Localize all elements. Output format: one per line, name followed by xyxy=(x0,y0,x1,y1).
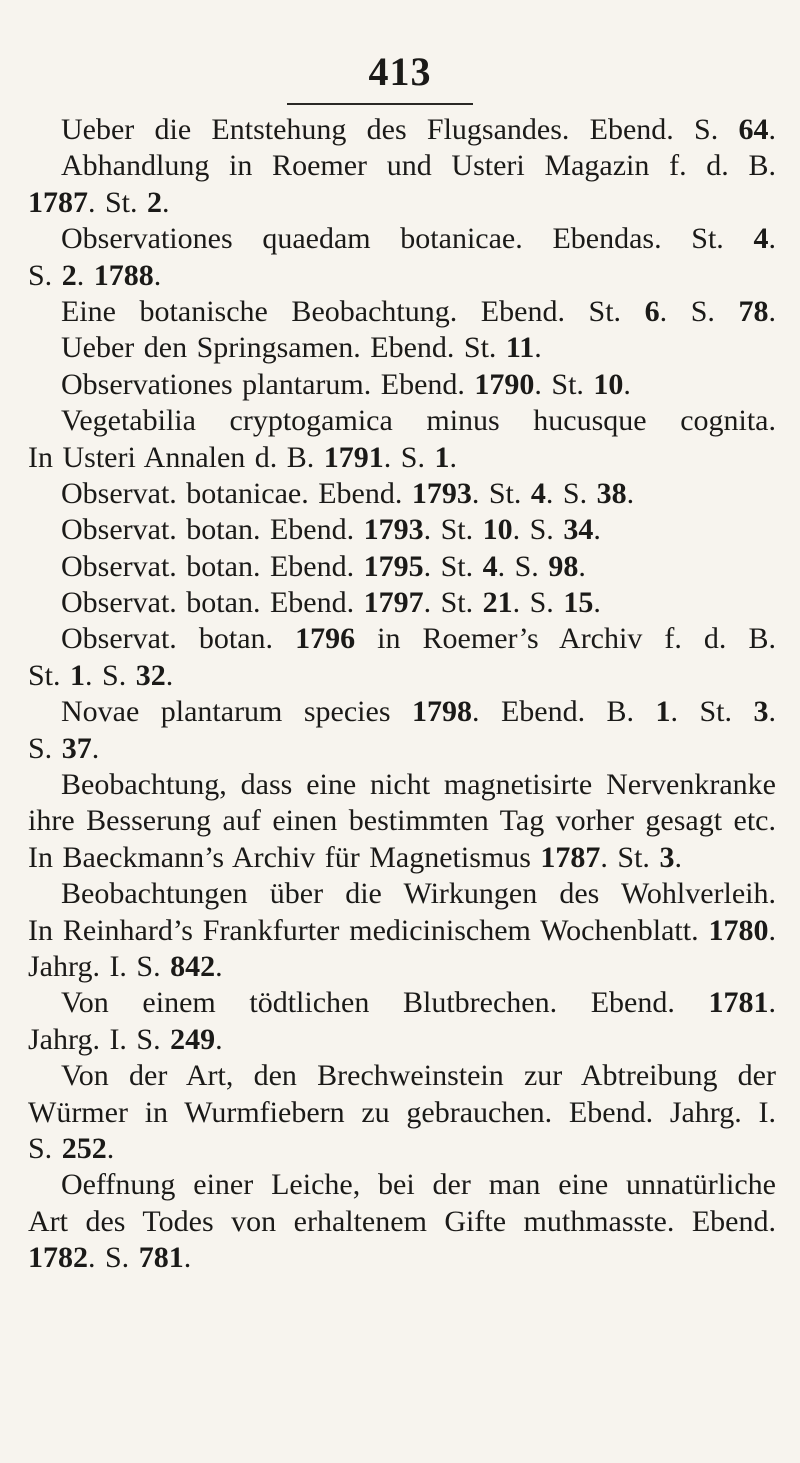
bibliography-text xyxy=(28,112,776,1277)
text-line: Oeffnung einer Leiche, bei der man eine unnatürliche xyxy=(61,1168,776,1202)
text-line: 1787. St. 2. xyxy=(28,185,170,219)
text-line: Abhandlung in Roemer und Usteri Magazin f. d. B. xyxy=(61,149,776,183)
text-line: Observationes plantarum. Ebend. 1790. St. 10. xyxy=(61,367,631,401)
text-line: In Baeckmann’s Archiv für Magnetismus 1787. St. 3. xyxy=(28,840,682,874)
header-rule xyxy=(287,103,473,105)
text-line: Eine botanische Beobachtung. Ebend. St. 6. S. 78. xyxy=(61,294,777,328)
text-line: Novae plantarum species 1798. Ebend. B. 1. St. 3. xyxy=(61,695,776,729)
text-line: St. 1. S. 32. xyxy=(28,658,174,692)
text-line: Art des Todes von erhaltenem Gifte muthmasste. Ebend. xyxy=(28,1204,776,1238)
text-line: Ueber den Springsamen. Ebend. St. 11. xyxy=(61,331,542,365)
text-line: S. 2. 1788. xyxy=(28,258,162,292)
text-line: Observat. botan. Ebend. 1795. St. 4. S. 98. xyxy=(61,549,586,583)
text-line: Observat. botan. Ebend. 1797. St. 21. S. 15. xyxy=(61,586,601,620)
text-line: In Usteri Annalen d. B. 1791. S. 1. xyxy=(28,440,457,474)
text-line: Jahrg. I. S. 249. xyxy=(28,1022,223,1056)
page-number: 413 xyxy=(368,49,432,94)
text-line: In Reinhard’s Frankfurter medicinischem Wochenblatt. 1780. xyxy=(28,913,776,947)
text-line: Beobachtungen über die Wirkungen des Wohlverleih. xyxy=(61,877,776,911)
text-line: Observationes quaedam botanicae. Ebendas. St. 4. xyxy=(61,222,776,256)
text-line: Von der Art, den Brechweinstein zur Abtreibung der xyxy=(61,1059,776,1093)
text-line: Observat. botanicae. Ebend. 1793. St. 4. S. 38. xyxy=(61,476,635,510)
text-line: Beobachtung, dass eine nicht magnetisirte Nervenkranke xyxy=(61,768,776,802)
text-line: Observat. botan. 1796 in Roemer’s Archiv f. d. B. xyxy=(61,622,777,656)
text-line: Von einem tödtlichen Blutbrechen. Ebend. 1781. xyxy=(61,986,776,1020)
text-line: Ueber die Entstehung des Flugsandes. Ebend. S. 64. xyxy=(61,113,776,146)
text-line: Würmer in Wurmfiebern zu gebrauchen. Ebend. Jahrg. I. xyxy=(28,1095,776,1129)
text-line: Observat. botan. Ebend. 1793. St. 10. S. 34. xyxy=(61,513,601,547)
text-line: S. 252. xyxy=(28,1131,115,1165)
text-line: Jahrg. I. S. 842. xyxy=(28,949,223,983)
text-line: ihre Besserung auf einen bestimmten Tag vorher gesagt etc. xyxy=(28,804,776,838)
text-line: 1782. S. 781. xyxy=(28,1241,192,1275)
text-line: Vegetabilia cryptogamica minus hucusque cognita. xyxy=(61,404,776,438)
text-line: S. 37. xyxy=(28,731,100,765)
